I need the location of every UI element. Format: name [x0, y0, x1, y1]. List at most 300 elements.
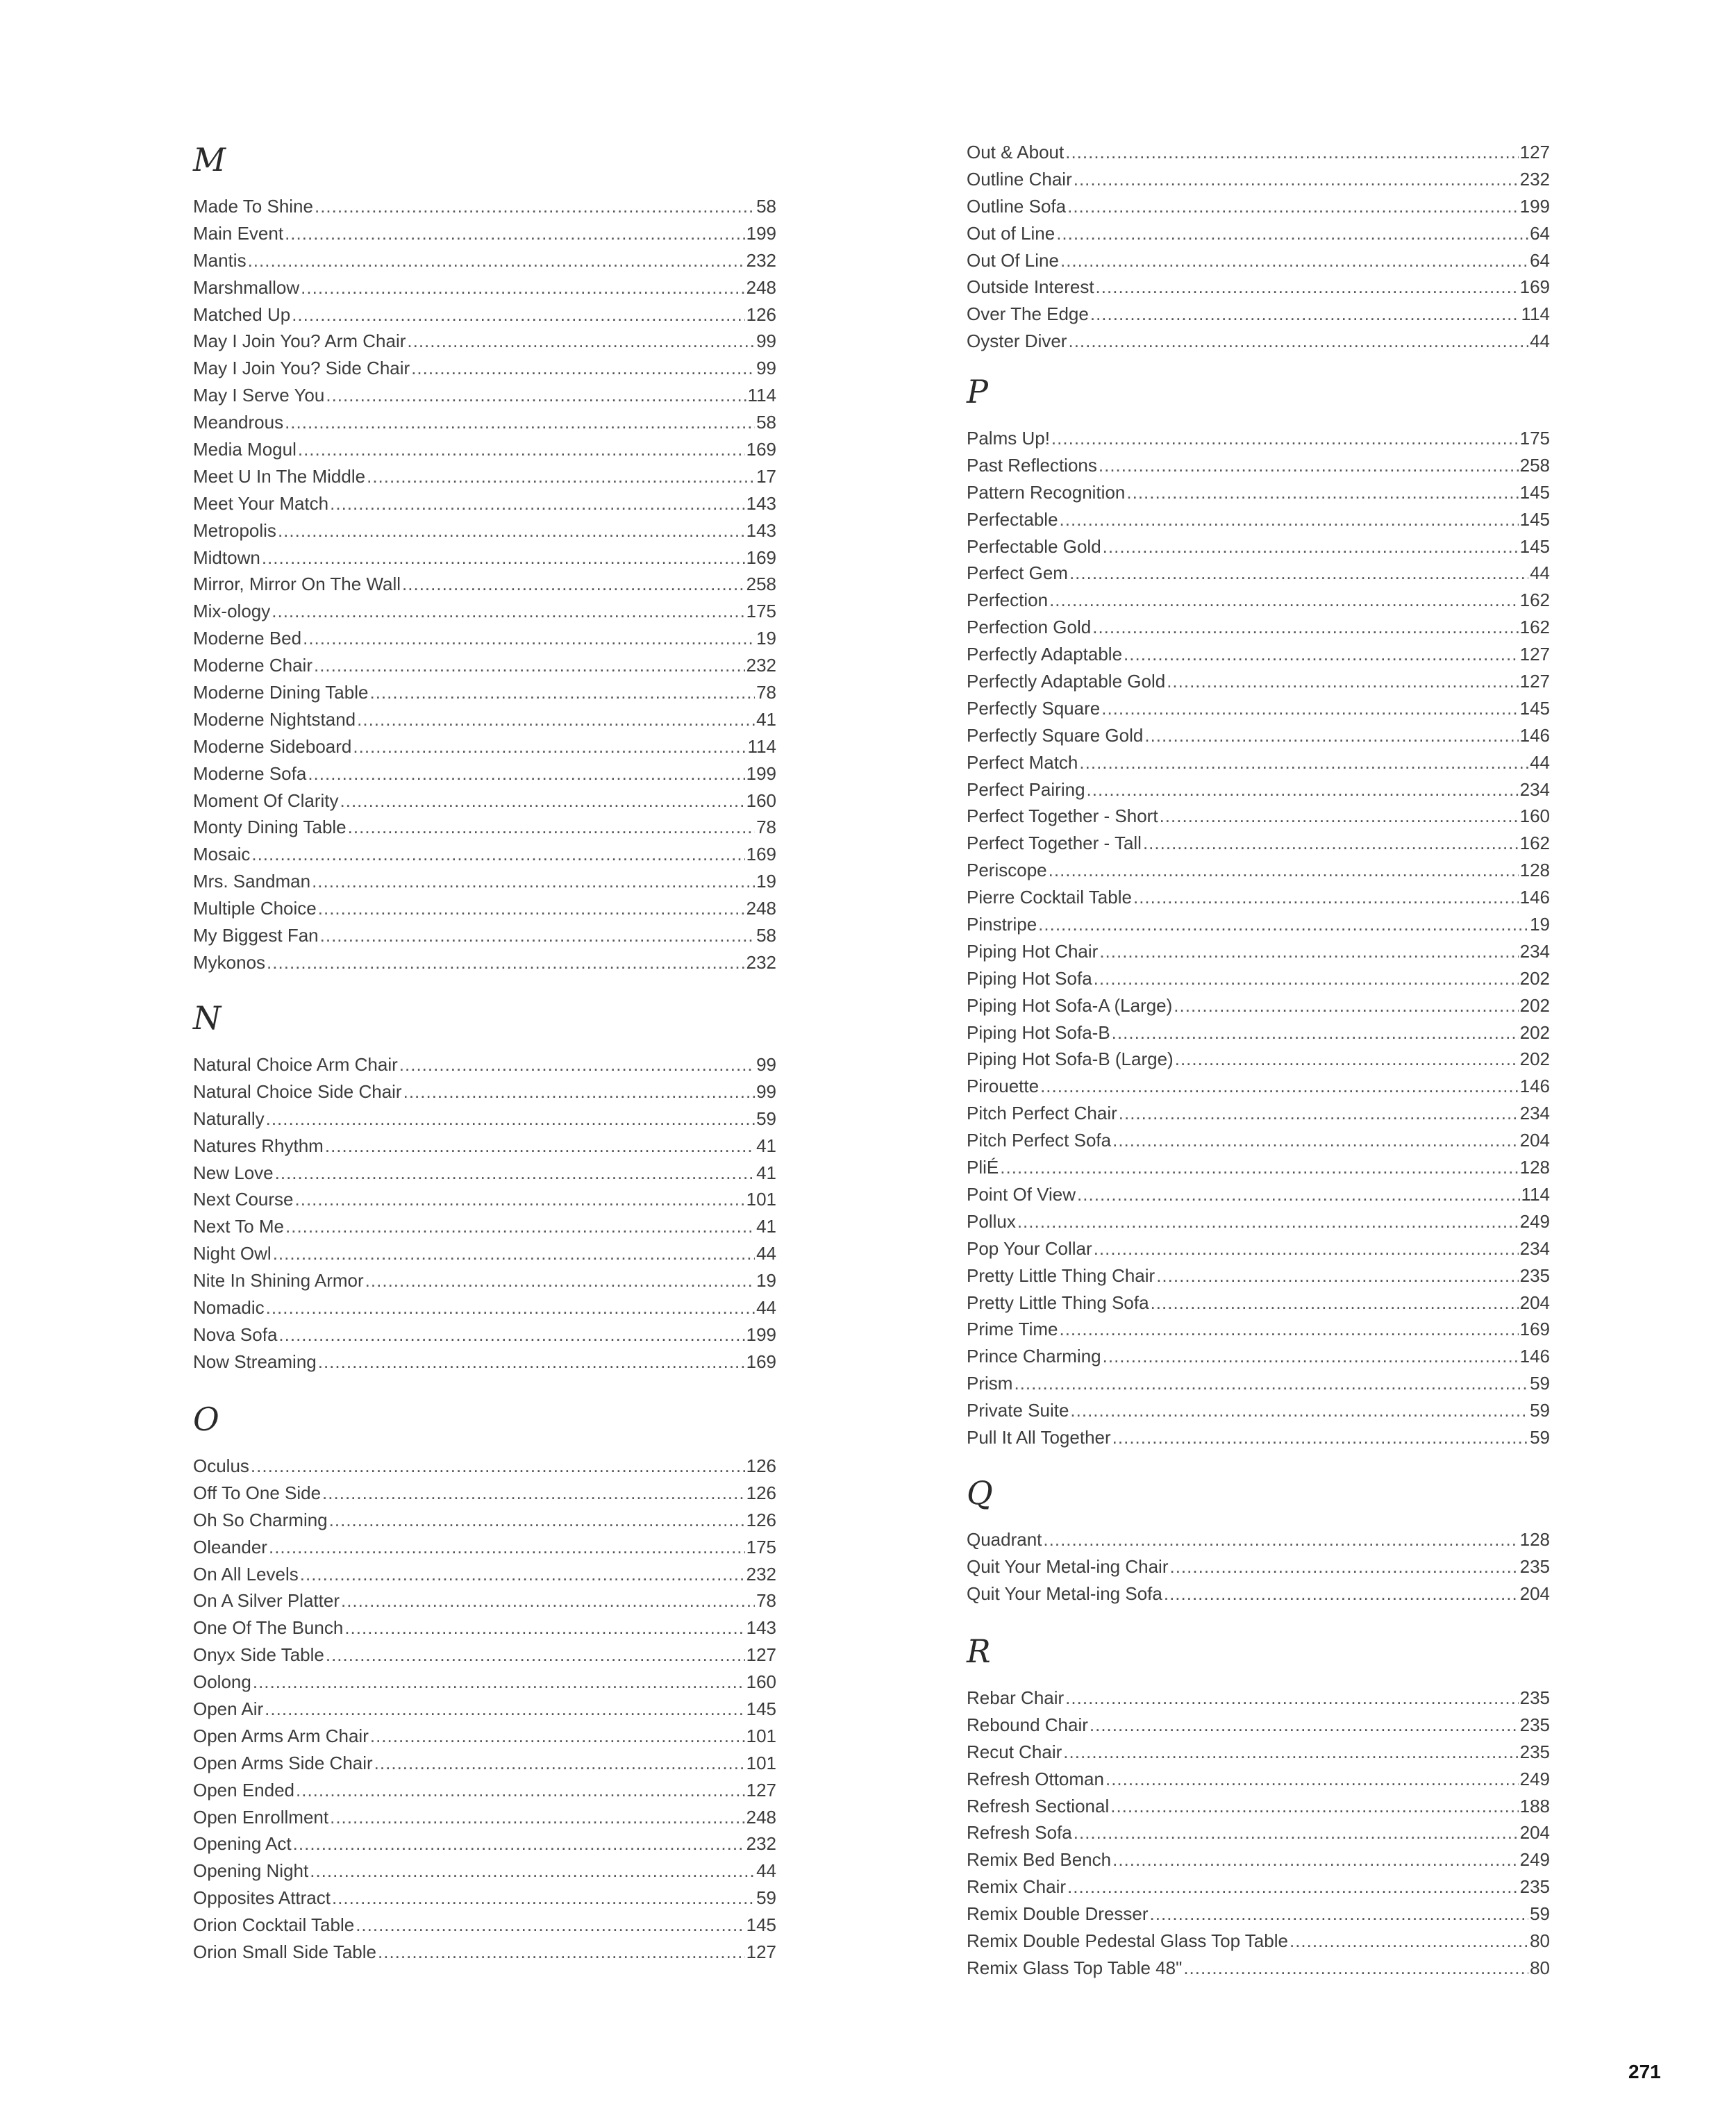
index-entry — [967, 587, 1550, 614]
dot-leader — [275, 1160, 755, 1187]
dot-leader — [1059, 1316, 1518, 1343]
dot-leader — [378, 1939, 745, 1966]
index-entry — [193, 922, 776, 949]
entry-page: 145 — [746, 1914, 776, 1936]
entry-page: 80 — [1530, 1930, 1550, 1952]
entry-page: 204 — [1519, 1292, 1550, 1313]
entry-name: Open Ended — [193, 1779, 295, 1801]
index-entry — [193, 1641, 776, 1669]
entry-name: Marshmallow — [193, 276, 300, 298]
dot-leader — [1090, 301, 1520, 328]
entry-page: 169 — [746, 546, 776, 568]
dot-leader — [403, 1078, 755, 1105]
entry-name: Perfect Match — [967, 751, 1078, 773]
entry-page: 19 — [756, 871, 776, 892]
dot-leader — [353, 733, 746, 760]
entry-name: Media Mogul — [193, 439, 297, 460]
entry-name: Remix Chair — [967, 1876, 1067, 1898]
dot-leader — [411, 355, 755, 382]
entry-page: 232 — [746, 1833, 776, 1855]
entry-page: 41 — [756, 1216, 776, 1237]
index-entry — [967, 1181, 1550, 1208]
entry-page: 232 — [746, 1563, 776, 1585]
entry-page: 127 — [1519, 142, 1550, 162]
index-entry — [967, 1712, 1550, 1739]
index-entry — [193, 274, 776, 301]
entry-page: 59 — [1530, 1903, 1550, 1925]
entry-page: 202 — [1519, 1049, 1550, 1070]
entry-page: 99 — [756, 1054, 776, 1075]
dot-leader — [1143, 830, 1519, 857]
entry-name: Out Of Line — [967, 249, 1059, 271]
index-entry — [967, 695, 1550, 722]
entry-page: 114 — [747, 385, 776, 406]
entry-name: Mix-ology — [193, 601, 271, 622]
entry-page: 114 — [1521, 1183, 1550, 1205]
entry-name: Oculus — [193, 1455, 249, 1476]
index-entry — [193, 571, 776, 598]
entry-name: Palms Up! — [967, 428, 1050, 449]
entry-page: 44 — [756, 1297, 776, 1319]
dot-leader — [266, 1105, 755, 1133]
entry-name: Outside Interest — [967, 276, 1094, 298]
entry-name: Naturally — [193, 1108, 265, 1129]
entry-page: 41 — [756, 1135, 776, 1156]
entry-page: 145 — [1519, 481, 1550, 503]
entry-page: 17 — [756, 465, 776, 487]
entry-name: Out of Line — [967, 222, 1055, 244]
index-entry — [967, 1766, 1550, 1793]
entry-name: Matched Up — [193, 303, 291, 325]
dot-leader — [1119, 1100, 1519, 1127]
index-entry — [967, 1819, 1550, 1846]
index-entry — [967, 857, 1550, 884]
index-entry — [967, 1046, 1550, 1073]
entry-page: 78 — [756, 1590, 776, 1612]
dot-leader — [1074, 1819, 1519, 1846]
entry-page: 235 — [1519, 1876, 1550, 1898]
entry-name: Nomadic — [193, 1297, 265, 1319]
index-entry — [193, 1614, 776, 1641]
entry-page: 146 — [1519, 1346, 1550, 1367]
dot-leader — [374, 1750, 745, 1777]
entry-page: 248 — [746, 1806, 776, 1828]
index-entry — [193, 1051, 776, 1078]
entry-name: Pop Your Collar — [967, 1237, 1092, 1259]
index-entry — [967, 1873, 1550, 1900]
entry-name: Onyx Side Table — [193, 1644, 324, 1666]
entry-name: Mirror, Mirror On The Wall — [193, 574, 401, 595]
entry-page: 114 — [1521, 303, 1550, 325]
index-entry — [967, 614, 1550, 641]
dot-leader — [251, 1453, 745, 1480]
entry-name: Multiple Choice — [193, 898, 317, 919]
entry-name: Moderne Sofa — [193, 762, 307, 784]
index-section-r — [967, 1632, 1550, 1982]
entry-name: Perfectable Gold — [967, 535, 1101, 557]
index-entry — [967, 1208, 1550, 1235]
entry-list — [193, 193, 776, 976]
dot-leader — [292, 301, 744, 328]
entry-name: Remix Bed Bench — [967, 1849, 1112, 1871]
entry-page: 162 — [1519, 590, 1550, 611]
entry-name: Quadrant — [967, 1529, 1042, 1550]
entry-name: Pattern Recognition — [967, 481, 1126, 503]
entry-name: Mosaic — [193, 844, 251, 865]
dot-leader — [269, 1534, 745, 1561]
index-entry — [193, 706, 776, 733]
entry-name: Pierre Cocktail Table — [967, 887, 1132, 908]
entry-page: 162 — [1519, 617, 1550, 638]
index-entry — [193, 1587, 776, 1614]
dot-leader — [298, 436, 745, 463]
dot-leader — [293, 1830, 745, 1857]
entry-name: Nova Sofa — [193, 1323, 278, 1345]
dot-leader — [407, 328, 755, 355]
entry-name: Mantis — [193, 249, 247, 271]
dot-leader — [285, 1213, 755, 1240]
entry-page: 234 — [1519, 778, 1550, 800]
entry-list — [967, 1685, 1550, 1982]
index-entry — [967, 1793, 1550, 1820]
entry-page: 64 — [1530, 249, 1550, 271]
index-entry — [193, 1240, 776, 1267]
dot-leader — [285, 409, 755, 436]
entry-page: 199 — [746, 222, 776, 244]
entry-name: Moderne Bed — [193, 628, 302, 649]
dot-leader — [326, 382, 746, 409]
index-entry — [967, 247, 1550, 274]
entry-page: 249 — [1519, 1768, 1550, 1789]
index-entry — [193, 679, 776, 706]
index-section-o — [193, 1400, 776, 1966]
index-entry — [193, 1939, 776, 1966]
dot-leader — [1103, 533, 1519, 560]
index-entry — [967, 479, 1550, 506]
entry-page: 232 — [746, 951, 776, 973]
dot-leader — [308, 760, 744, 787]
index-entry — [193, 193, 776, 220]
dot-leader — [329, 1507, 745, 1534]
section-letter: O — [193, 1401, 219, 1438]
dot-leader — [1079, 749, 1528, 776]
entry-page: 169 — [1519, 1319, 1550, 1340]
index-entry — [193, 382, 776, 409]
index-entry — [193, 1830, 776, 1857]
entry-name: On A Silver Platter — [193, 1590, 340, 1612]
index-entry — [193, 841, 776, 868]
entry-name: May I Join You? Arm Chair — [193, 331, 406, 352]
entry-name: May I Serve You — [193, 385, 325, 406]
section-letter: P — [967, 373, 988, 410]
dot-leader — [1151, 1289, 1519, 1317]
entry-name: Made To Shine — [193, 196, 313, 217]
dot-leader — [251, 841, 744, 868]
dot-leader — [1038, 911, 1528, 938]
index-entry — [193, 1294, 776, 1321]
entry-name: Opening Night — [193, 1860, 309, 1882]
entry-name: Prism — [967, 1373, 1013, 1394]
entry-name: Natures Rhythm — [193, 1135, 324, 1156]
entry-name: Meet U In The Middle — [193, 465, 366, 487]
entry-name: Piping Hot Sofa-A (Large) — [967, 994, 1173, 1016]
dot-leader — [262, 544, 745, 571]
entry-name: Moderne Sideboard — [193, 735, 352, 757]
entry-page: 59 — [1530, 1373, 1550, 1394]
index-entry — [193, 1321, 776, 1348]
entry-name: Perfect Gem — [967, 562, 1068, 584]
dot-leader — [278, 1321, 744, 1348]
index-entry — [967, 776, 1550, 803]
entry-name: Opposites Attract — [193, 1887, 331, 1909]
entry-page: 59 — [1530, 1400, 1550, 1421]
entry-name: Monty Dining Table — [193, 817, 347, 838]
entry-page: 145 — [1519, 508, 1550, 530]
dot-leader — [1040, 1073, 1519, 1100]
entry-page: 258 — [746, 574, 776, 595]
index-entry — [967, 830, 1550, 857]
entry-name: Perfect Together - Tall — [967, 833, 1142, 854]
entry-name: Prince Charming — [967, 1346, 1101, 1367]
dot-leader — [1094, 965, 1519, 992]
entry-page: 202 — [1519, 1021, 1550, 1043]
entry-name: Rebound Chair — [967, 1714, 1088, 1735]
index-entry — [967, 992, 1550, 1019]
index-entry — [193, 1133, 776, 1160]
dot-leader — [1051, 425, 1519, 452]
dot-leader — [295, 1186, 745, 1213]
entry-page: 59 — [1530, 1426, 1550, 1448]
dot-leader — [272, 598, 744, 625]
index-entry — [967, 722, 1550, 749]
index-entry — [193, 868, 776, 895]
entry-name: Periscope — [967, 860, 1047, 881]
entry-name: Natural Choice Arm Chair — [193, 1054, 398, 1075]
entry-name: Private Suite — [967, 1400, 1069, 1421]
entry-page: 19 — [756, 1270, 776, 1292]
dot-leader — [1144, 722, 1518, 749]
index-entry — [193, 1480, 776, 1507]
index-entry — [193, 895, 776, 922]
index-entry — [193, 1267, 776, 1294]
entry-page: 202 — [1519, 967, 1550, 989]
entry-page: 101 — [746, 1752, 776, 1773]
index-entry — [193, 1507, 776, 1534]
entry-name: Meandrous — [193, 412, 284, 433]
entry-page: 249 — [1519, 1849, 1550, 1871]
dot-leader — [1087, 776, 1519, 803]
index-entry — [967, 425, 1550, 452]
index-entry — [193, 733, 776, 760]
entry-page: 143 — [746, 519, 776, 541]
entry-page: 44 — [756, 1243, 776, 1264]
entry-page: 248 — [746, 898, 776, 919]
entry-name: New Love — [193, 1162, 274, 1183]
entry-page: 234 — [1519, 940, 1550, 962]
entry-page: 248 — [746, 276, 776, 298]
entry-page: 127 — [746, 1779, 776, 1801]
index-entry — [193, 625, 776, 652]
index-entry — [967, 1262, 1550, 1289]
dot-leader — [266, 1294, 755, 1321]
index-entry — [193, 1213, 776, 1240]
entry-page: 235 — [1519, 1687, 1550, 1708]
dot-leader — [1092, 614, 1518, 641]
entry-name: Oleander — [193, 1536, 267, 1557]
index-entry — [967, 166, 1550, 193]
dot-leader — [1290, 1928, 1528, 1955]
entry-name: Remix Double Dresser — [967, 1903, 1149, 1925]
entry-page: 114 — [747, 735, 776, 757]
entry-page: 145 — [746, 1698, 776, 1720]
dot-leader — [1112, 1846, 1519, 1873]
index-entry — [967, 911, 1550, 938]
dot-leader — [1099, 452, 1519, 479]
entry-name: Prime Time — [967, 1319, 1058, 1340]
entry-page: 169 — [746, 844, 776, 865]
entry-page: 126 — [746, 1509, 776, 1530]
entry-page: 41 — [756, 708, 776, 730]
entry-page: 19 — [1530, 914, 1550, 935]
entry-page: 58 — [756, 196, 776, 217]
entry-page: 169 — [1519, 276, 1550, 298]
entry-name: Open Air — [193, 1698, 264, 1720]
entry-name: Perfection Gold — [967, 617, 1092, 638]
entry-name: Pollux — [967, 1210, 1016, 1232]
index-entry — [967, 1580, 1550, 1607]
entry-name: Moment Of Clarity — [193, 790, 339, 811]
index-entry — [193, 814, 776, 841]
dot-leader — [1167, 668, 1518, 695]
index-entry — [967, 533, 1550, 560]
dot-leader — [1017, 1208, 1519, 1235]
index-entry — [193, 787, 776, 814]
entry-page: 235 — [1519, 1555, 1550, 1577]
index-entry — [193, 436, 776, 463]
dot-leader — [318, 1348, 745, 1376]
dot-leader — [320, 922, 755, 949]
dot-leader — [318, 895, 745, 922]
index-entry — [193, 1561, 776, 1588]
index-entry — [193, 1348, 776, 1376]
dot-leader — [315, 193, 755, 220]
index-section-continued — [967, 139, 1550, 355]
entry-name: Oyster Diver — [967, 331, 1067, 352]
entry-name: Oh So Charming — [193, 1509, 328, 1530]
index-entry — [193, 949, 776, 976]
index-entry — [967, 1316, 1550, 1343]
entry-name: Next To Me — [193, 1216, 285, 1237]
dot-leader — [1112, 1127, 1519, 1154]
dot-leader — [1164, 1580, 1519, 1607]
entry-page: 44 — [1530, 562, 1550, 584]
entry-page: 204 — [1519, 1130, 1550, 1151]
dot-leader — [365, 1267, 755, 1294]
dot-leader — [325, 1133, 755, 1160]
index-entry — [967, 1955, 1550, 1982]
index-entry — [967, 274, 1550, 301]
entry-name: On All Levels — [193, 1563, 299, 1585]
index-entry — [193, 409, 776, 436]
entry-name: Oolong — [193, 1671, 251, 1693]
entry-page: 199 — [1519, 195, 1550, 217]
index-section-n — [193, 999, 776, 1376]
entry-page: 126 — [746, 303, 776, 325]
entry-name: Orion Cocktail Table — [193, 1914, 355, 1936]
entry-page: 19 — [756, 628, 776, 649]
entry-page: 99 — [756, 1080, 776, 1102]
entry-name: Moderne Chair — [193, 655, 312, 676]
dot-leader — [278, 517, 745, 544]
dot-leader — [1096, 274, 1519, 301]
entry-page: 127 — [1519, 644, 1550, 665]
dot-leader — [1126, 479, 1518, 506]
entry-page: 204 — [1519, 1582, 1550, 1604]
entry-name: Pitch Perfect Sofa — [967, 1130, 1112, 1151]
entry-page: 145 — [1519, 535, 1550, 557]
entry-page: 232 — [1519, 168, 1550, 190]
dot-leader — [253, 1669, 745, 1696]
entry-list — [193, 1051, 776, 1376]
index-entry — [967, 560, 1550, 587]
entry-name: Opening Act — [193, 1833, 292, 1855]
index-entry — [193, 301, 776, 328]
dot-leader — [310, 1857, 755, 1885]
entry-name: Natural Choice Side Chair — [193, 1080, 402, 1102]
entry-name: Perfection — [967, 590, 1049, 611]
entry-page: 127 — [1519, 671, 1550, 692]
index-entry — [967, 749, 1550, 776]
index-entry — [193, 1885, 776, 1912]
dot-leader — [332, 1885, 755, 1912]
entry-page: 235 — [1519, 1741, 1550, 1762]
entry-name: Outline Chair — [967, 168, 1072, 190]
dot-leader — [369, 679, 755, 706]
dot-leader — [1049, 857, 1519, 884]
dot-leader — [357, 706, 755, 733]
index-entry — [193, 1160, 776, 1187]
entry-page: 232 — [746, 655, 776, 676]
entry-page: 58 — [756, 412, 776, 433]
index-entry — [967, 803, 1550, 830]
entry-name: Pretty Little Thing Sofa — [967, 1292, 1149, 1313]
entry-name: Moderne Nightstand — [193, 708, 356, 730]
index-entry — [967, 884, 1550, 911]
dot-leader — [303, 625, 755, 652]
entry-name: Moderne Dining Table — [193, 682, 369, 703]
index-entry — [193, 220, 776, 247]
index-entry — [193, 1723, 776, 1750]
entry-name: Pinstripe — [967, 914, 1037, 935]
entry-page: 126 — [746, 1482, 776, 1503]
entry-page: 127 — [746, 1941, 776, 1963]
index-section-q — [967, 1473, 1550, 1607]
index-entry — [967, 1154, 1550, 1181]
dot-leader — [1069, 560, 1528, 587]
entry-page: 145 — [1519, 697, 1550, 719]
entry-name: Refresh Ottoman — [967, 1768, 1104, 1789]
dot-leader — [301, 274, 744, 301]
entry-page: 101 — [746, 1725, 776, 1746]
index-entry — [967, 1553, 1550, 1580]
entry-page: 146 — [1519, 724, 1550, 746]
dot-leader — [1103, 1343, 1519, 1370]
dot-leader — [1101, 695, 1518, 722]
index-entry — [967, 1900, 1550, 1928]
dot-leader — [1174, 992, 1518, 1019]
entry-name: Nite In Shining Armor — [193, 1270, 364, 1292]
entry-page: 175 — [746, 1536, 776, 1557]
